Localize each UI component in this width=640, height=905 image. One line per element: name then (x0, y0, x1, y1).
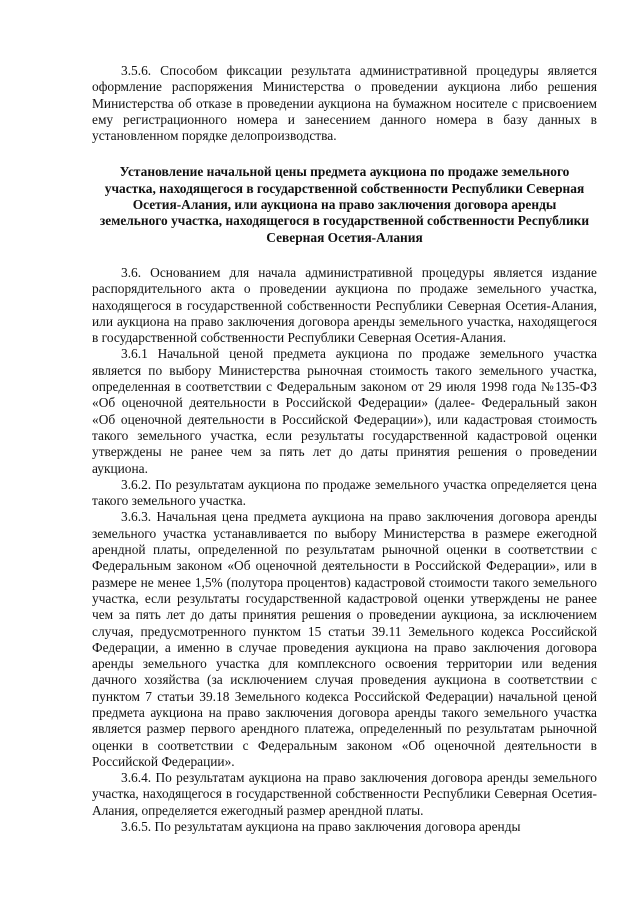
paragraph-3-6-2: 3.6.2. По результатам аукциона по продаже земельного участка определяется цена такого земельного участка. (92, 476, 597, 509)
paragraph-3-6-3: 3.6.3. Начальная цена предмета аукциона на право заключения договора аренды земельного участка устанавливается по выбору Министерства в размере ежегодной арендной платы, определенной по результатам рыночной оценки в соответствии с Федеральным законом «Об оценочной деятельности в Российской Федерации», или в размере не менее 1,5% (полутора процентов) кадастровой стоимости такого земельного участка, если результаты государственной кадастровой оценки утверждены не ранее чем за пять лет до даты принятия решения о проведении аукциона, за исключением случая, предусмотренного пунктом 15 статьи 39.11 Земельного кодекса Российской Федерации, а именно в случае проведения аукциона на право заключения договора аренды земельного участка для комплексного освоения территории или ведения дачного хозяйства (за исключением случая проведения аукциона в соответствии с пунктом 7 статьи 39.18 Земельного кодекса Российской Федерации) начальной ценой предмета аукциона на право заключения договора аренды такого земельного участка является размер первого арендного платежа, определенный по результатам рыночной оценки в соответствии с Федеральным законом «Об оценочной деятельности в Российской Федерации». (92, 509, 597, 769)
section-heading: Установление начальной цены предмета аукциона по продаже земельного участка, находящегося в государственной собственности Республики Северная Осетия-Алания, или аукциона на право заключения договора аренды земельного участка, находящегося в государственной собственности Республики Северная Осетия-Алания (99, 164, 590, 245)
paragraph-3-6-4: 3.6.4. По результатам аукциона на право заключения договора аренды земельного участка, находящегося в государственной собственности Республики Северная Осетия-Алания, определяется ежегодный размер арендной платы. (92, 770, 597, 818)
paragraph-3-5-6: 3.5.6. Способом фиксации результата административной процедуры является оформление распоряжения Министерства о проведении аукциона либо решения Министерства об отказе в проведении аукциона на бумажном носителе с присвоением ему регистрационного номера и занесением данного номера в базу данных в установленном порядке делопроизводства. (92, 63, 597, 144)
document-page (92, 63, 597, 835)
paragraph-3-6: 3.6. Основанием для начала административной процедуры является издание распорядительного акта о проведении аукциона по продаже земельного участка, находящегося в государственной собственности Республики Северная Осетия-Алания, или аукциона на право заключения договора аренды земельного участка, находящегося в государственной собственности Республики Северная Осетия-Алания. (92, 264, 597, 346)
paragraph-3-6-1: 3.6.1 Начальной ценой предмета аукциона по продаже земельного участка является по выбору Министерства рыночная стоимость такого земельного участка, определенная в соответствии с Федеральным законом от 29 июля 1998 года №135-ФЗ «Об оценочной деятельности в Российской Федерации» (далее- Федеральный закон «Об оценочной деятельности в Российской Федерации»), или кадастровая стоимость такого земельного участка, если результаты государственной кадастровой оценки утверждены не ранее чем за пять лет до даты принятия решения о проведении аукциона. (92, 346, 597, 476)
paragraph-3-6-5: 3.6.5. По результатам аукциона на право заключения договора аренды (121, 819, 521, 835)
